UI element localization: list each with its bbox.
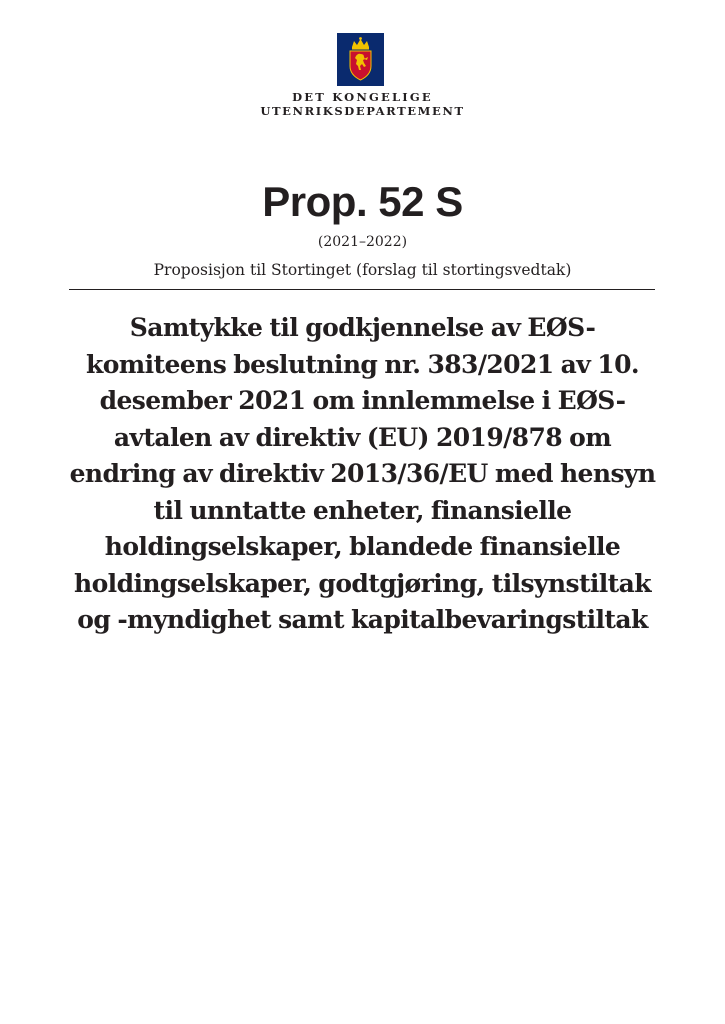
document-title: Samtykke til godkjennelse av EØS-komiteens beslutning nr. 383/2021 av 10. desember 2021 om innlemmelse i EØS-avtalen av direktiv (EU) 2019/878 om endring av direktiv 2013/36/EU med hensyn til unntatte enheter, finansielle holdingselskaper, blandede finansielle holdingselskaper, godtgjøring, tilsynstiltak og -myndighet samt kapitalbevaringstiltak	[69, 313, 656, 634]
royal-coat-of-arms-icon	[337, 33, 384, 86]
session-years: (2021–2022)	[317, 234, 408, 250]
document-number: Prop. 52 S	[262, 178, 463, 225]
document-type: Proposisjon til Stortinget (forslag til stortingsvedtak)	[153, 261, 572, 279]
ministry-name-line1: DET KONGELIGE	[292, 90, 433, 104]
ministry-name-line2: UTENRIKSDEPARTEMENT	[260, 104, 465, 118]
divider-line	[69, 289, 655, 290]
